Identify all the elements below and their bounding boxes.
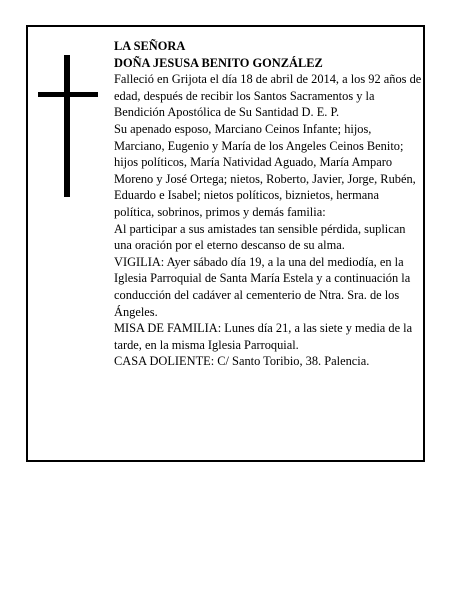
cross-vertical-bar [64,55,70,197]
paragraph-request: Al participar a sus amistades tan sensible pérdida, suplican una oración por el eterno descanso de su alma. [114,221,406,253]
cross-icon [38,55,98,197]
paragraph-family-mass: MISA DE FAMILIA: Lunes día 21, a las siete y media de la tarde, en la misma Iglesia Parroquial. [114,321,413,352]
cross-horizontal-bar [38,92,98,97]
paragraph-death-announcement: Falleció en Grijota el día 18 de abril de 2014, a los 92 años de edad, después de recibir los Santos Sacramentos y la Bendición Apostólica de Su Santidad D. E. P. [114,72,422,120]
heading-title: LA SEÑORA [114,39,186,53]
paragraph-family: Su apenado esposo, Marciano Ceinos Infante; hijos, Marciano, Eugenio y María de los Angeles Ceinos Benito; hijos políticos, María Natividad Aguado, María Amparo Moreno y José Ortega; nietos, Roberto, Javier, Jorge, Rubén, Eduardo e Isabel; nietos políticos, biznietos, hermana política, sobrinos, primos y demás familia: [114,121,416,219]
paragraph-mourning-house: CASA DOLIENTE: C/ Santo Toribio, 38. Palencia. [114,354,370,369]
paragraph-vigil: VIGILIA: Ayer sábado día 19, a la una del mediodía, en la Iglesia Parroquial de Santa María Estela y a continuación la conducción del cadáver al cementerio de Ntra. Sra. de los Ángeles. [114,254,411,319]
obituary-text [114,38,422,370]
heading-name: DOÑA JESUSA BENITO GONZÁLEZ [114,55,323,70]
